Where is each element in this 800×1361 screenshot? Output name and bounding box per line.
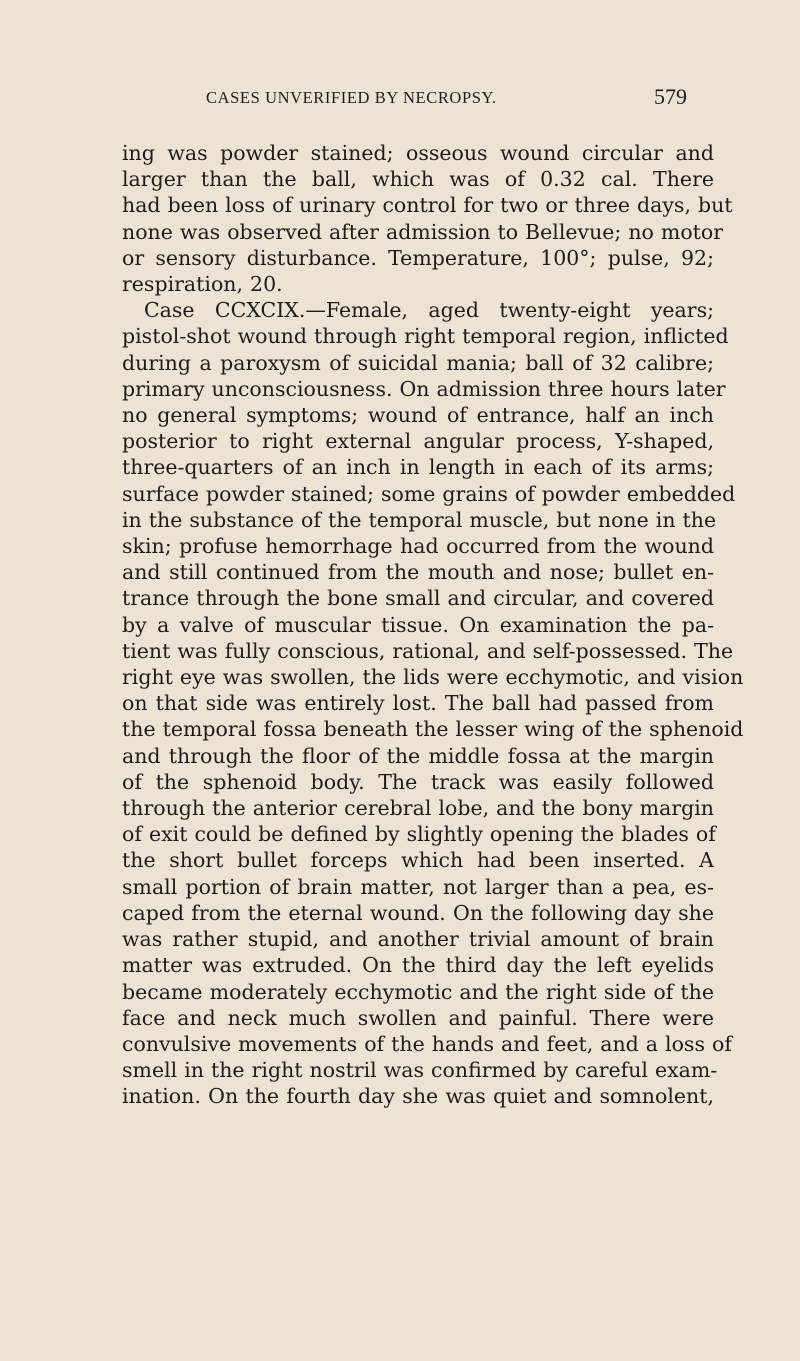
- text-line: face and neck much swollen and painful. There were: [122, 1005, 714, 1030]
- text-line: smell in the right nostril was confirmed by careful exam-: [122, 1058, 718, 1083]
- text-line: during a paroxysm of suicidal mania; ball of 32 calibre;: [122, 350, 714, 375]
- text-line: pistol-shot wound through right temporal region, inflicted: [122, 324, 729, 349]
- text-line: right eye was swollen, the lids were ecchymotic, and vision: [122, 665, 744, 690]
- text-line: tient was fully conscious, rational, and self-possessed. The: [122, 638, 734, 663]
- text-line: none was observed after admission to Bellevue; no motor: [122, 219, 724, 244]
- text-line: by a valve of muscular tissue. On examination the pa-: [122, 612, 714, 637]
- body-text: [122, 140, 744, 1110]
- page-number: 579: [654, 84, 687, 109]
- running-head: CASES UNVERIFIED BY NECROPSY.: [206, 88, 497, 107]
- case-heading-line: Case CCXCIX.—Female, aged twenty-eight years;: [144, 298, 714, 323]
- text-line: became moderately ecchymotic and the right side of the: [122, 979, 714, 1004]
- text-line: no general symptoms; wound of entrance, half an inch: [122, 403, 714, 428]
- text-line: primary unconsciousness. On admission three hours later: [122, 376, 726, 401]
- text-line: or sensory disturbance. Temperature, 100°; pulse, 92;: [122, 245, 714, 270]
- text-line: the temporal fossa beneath the lesser wing of the sphenoid: [122, 717, 744, 742]
- text-line: caped from the eternal wound. On the following day she: [122, 900, 714, 925]
- text-line: respiration, 20.: [122, 272, 283, 297]
- text-line: posterior to right external angular process, Y-shaped,: [122, 429, 714, 454]
- text-line: surface powder stained; some grains of powder embedded: [122, 481, 736, 506]
- text-line: in the substance of the temporal muscle, but none in the: [122, 507, 717, 532]
- text-line: ination. On the fourth day she was quiet and somnolent,: [122, 1084, 714, 1109]
- text-line: trance through the bone small and circular, and covered: [122, 586, 714, 611]
- text-line: through the anterior cerebral lobe, and the bony margin: [122, 796, 714, 821]
- text-line: had been loss of urinary control for two or three days, but: [122, 193, 733, 218]
- text-line: larger than the ball, which was of 0.32 cal. There: [122, 167, 714, 192]
- text-line: on that side was entirely lost. The ball had passed from: [122, 691, 714, 716]
- text-line: and through the floor of the middle fossa at the margin: [122, 743, 714, 768]
- text-line: was rather stupid, and another trivial amount of brain: [122, 927, 714, 952]
- text-line: skin; profuse hemorrhage had occurred from the wound: [122, 534, 714, 559]
- text-line: the short bullet forceps which had been inserted. A: [122, 848, 714, 873]
- text-line: matter was extruded. On the third day the left eyelids: [122, 953, 714, 978]
- text-line: of exit could be defined by slightly opening the blades of: [122, 822, 716, 847]
- text-line: small portion of brain matter, not larger than a pea, es-: [122, 874, 714, 899]
- text-line: ing was powder stained; osseous wound circular and: [122, 141, 714, 165]
- text-line: of the sphenoid body. The track was easily followed: [122, 769, 714, 794]
- text-line: three-quarters of an inch in length in each of its arms;: [122, 455, 714, 480]
- text-line: convulsive movements of the hands and feet, and a loss of: [122, 1031, 732, 1056]
- text-line: and still continued from the mouth and nose; bullet en-: [122, 560, 714, 585]
